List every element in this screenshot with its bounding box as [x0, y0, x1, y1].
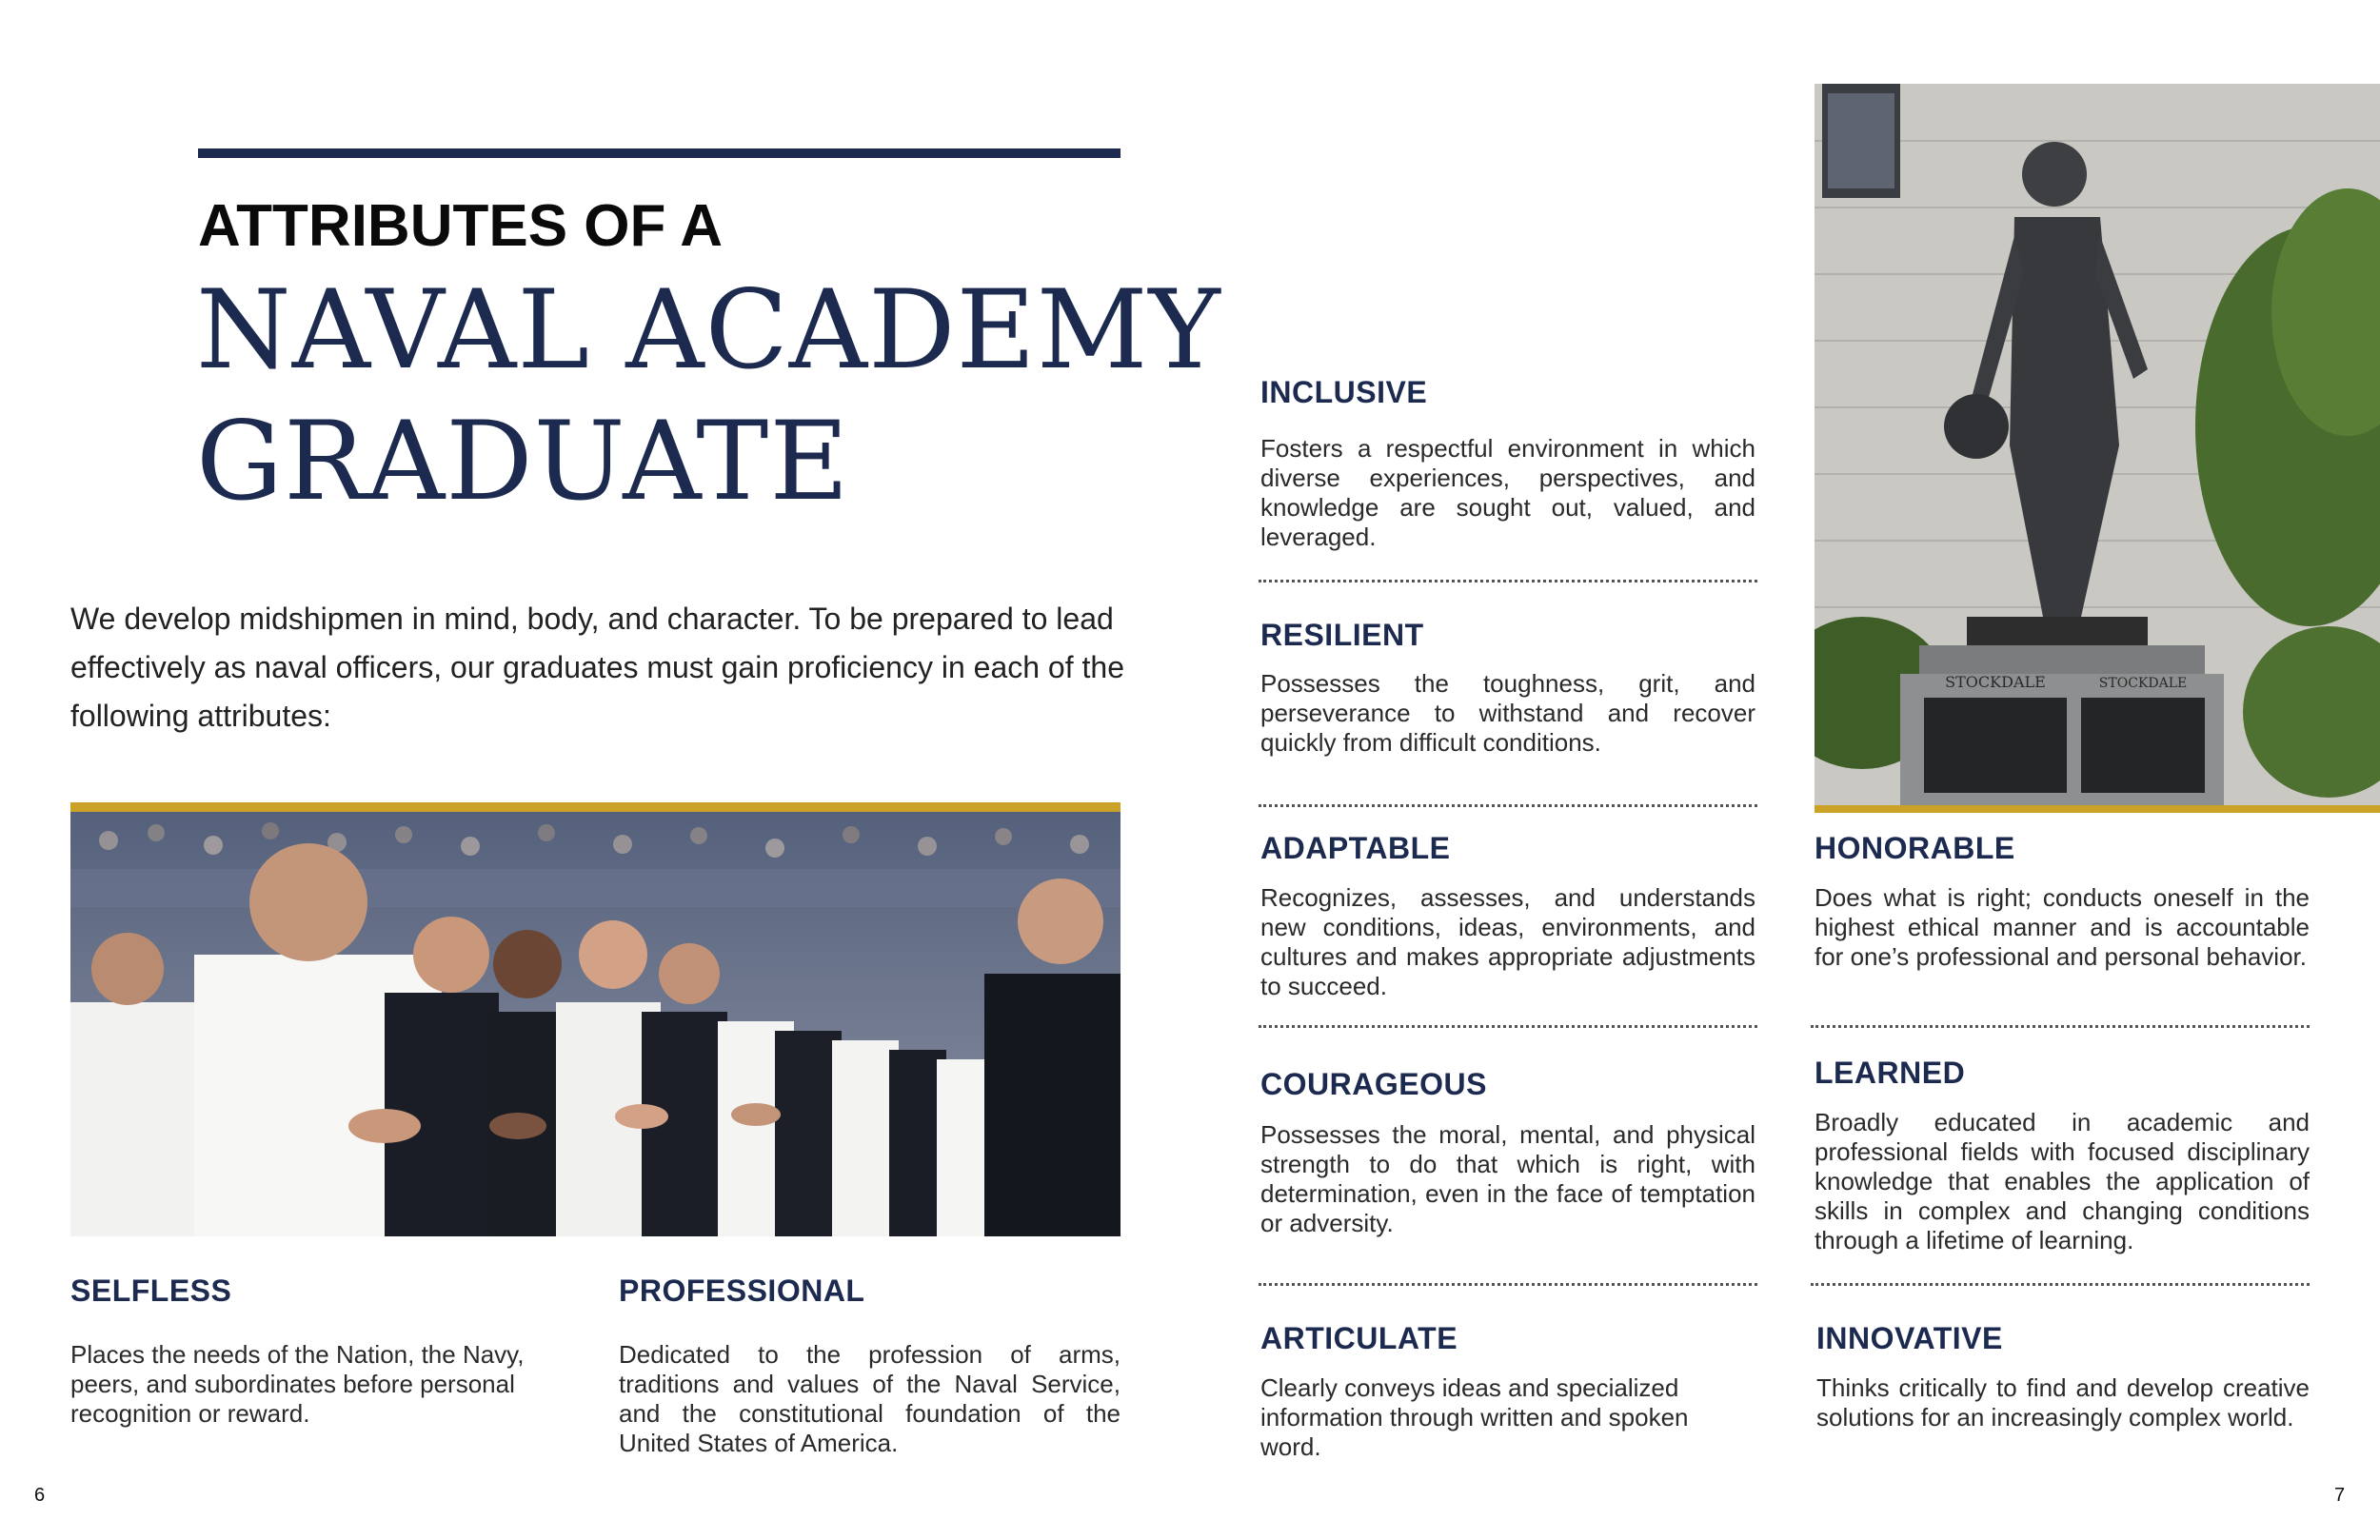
text-articulate: Clearly conveys ideas and specialized information through written and spoken word. — [1260, 1373, 1689, 1461]
text-selfless: Places the needs of the Nation, the Navy, peers, and subordinates before personal recognition or reward. — [70, 1340, 525, 1428]
heading-innovative: INNOVATIVE — [1816, 1321, 2003, 1355]
text-resilient: Possesses the toughness, grit, and perseverance to withstand and recover quickly from difficult conditions. — [1260, 669, 1755, 757]
heading-resilient: RESILIENT — [1260, 618, 1424, 652]
page-number-left: 6 — [34, 1485, 46, 1506]
plaque-name-left: STOCKDALE — [1945, 673, 2046, 691]
divider-inclusive — [1259, 580, 1757, 582]
text-innovative: Thinks critically to find and develop creative solutions for an increasingly complex world. — [1816, 1373, 2310, 1431]
stockdale-statue-photo — [1815, 84, 2380, 813]
divider-honorable — [1811, 1025, 2310, 1028]
title-kicker: ATTRIBUTES OF A — [198, 193, 724, 259]
divider-courageous — [1259, 1283, 1757, 1286]
divider-resilient — [1259, 804, 1757, 807]
text-adaptable: Recognizes, assesses, and understands new conditions, ideas, environments, and cultures and makes appropriate adjustments to succeed. — [1260, 883, 1755, 1000]
intro-paragraph: We develop midshipmen in mind, body, and character. To be prepared to lead effectively as naval officers, our graduates must gain proficiency in each of the following attributes: — [70, 602, 1124, 733]
title-line-2: GRADUATE — [196, 398, 850, 524]
plaque-name-right: STOCKDALE — [2098, 676, 2188, 691]
midshipmen-photo-illustration — [70, 812, 1121, 1236]
heading-selfless: SELFLESS — [70, 1273, 232, 1308]
heading-inclusive: INCLUSIVE — [1260, 375, 1428, 409]
statue-photo-illustration — [1815, 84, 2380, 805]
text-inclusive: Fosters a respectful environment in which diverse experiences, perspectives, and knowledge are sought out, valued, and leveraged. — [1260, 434, 1755, 551]
heading-honorable: HONORABLE — [1815, 831, 2015, 865]
heading-learned: LEARNED — [1815, 1056, 1966, 1090]
heading-courageous: COURAGEOUS — [1260, 1067, 1487, 1101]
text-honorable: Does what is right; conducts oneself in the highest ethical manner and is accountable for one’s professional and personal behavior. — [1815, 883, 2310, 971]
midshipmen-graduation-photo — [70, 802, 1121, 1236]
text-learned: Broadly educated in academic and professional fields with focused disciplinary knowledge that enables the application of skills in complex and changing conditions through a lifetime of learning. — [1815, 1108, 2310, 1254]
heading-articulate: ARTICULATE — [1260, 1321, 1458, 1355]
text-courageous: Possesses the moral, mental, and physical strength to do that which is right, with determination, even in the face of temptation or adversity. — [1260, 1120, 1755, 1237]
title-line-1: NAVAL ACADEMY — [196, 267, 1221, 393]
title-rule — [198, 148, 1121, 158]
page-number-right: 7 — [2334, 1485, 2346, 1506]
heading-adaptable: ADAPTABLE — [1260, 831, 1451, 865]
text-professional: Dedicated to the profession of arms, traditions and values of the Naval Service, and the constitutional foundation of the United States of America. — [619, 1340, 1121, 1457]
heading-professional: PROFESSIONAL — [619, 1273, 865, 1308]
divider-adaptable — [1259, 1025, 1757, 1028]
divider-learned — [1811, 1283, 2310, 1286]
